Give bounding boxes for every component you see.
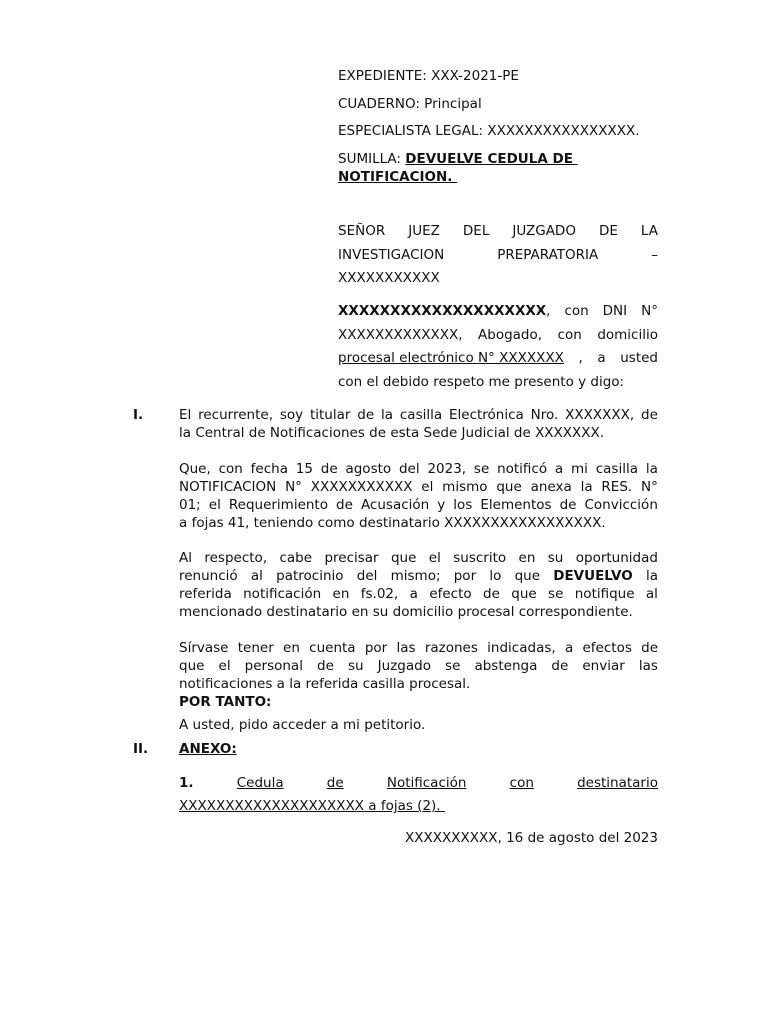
addressee-block: [338, 220, 658, 291]
text-line: la Central de Notificaciones de esta Sede Judicial de XXXXXXX.: [179, 425, 605, 441]
intro-line-4: con el debido respeto me presento y digo:: [338, 373, 625, 390]
sumilla-value-2: NOTIFICACION.: [338, 169, 453, 185]
text-line: a fojas 41, teniendo como destinatario XXXXXXXXXXXXXXXXX.: [179, 515, 606, 531]
cuaderno-line: CUADERNO: Principal: [338, 96, 482, 112]
petition-line: A usted, pido acceder a mi petitorio.: [179, 717, 426, 733]
text-line: Sírvase tener en cuenta por las razones indicadas, a efectos de: [179, 640, 658, 656]
sumilla-line-2: [338, 168, 457, 186]
section-1-paragraph-2: [179, 460, 658, 532]
addressee-line-2: INVESTIGACION PREPARATORIA –: [338, 246, 658, 263]
casilla-electronica: procesal electrónico N° XXXXXXX: [338, 350, 564, 366]
anexo-heading: ANEXO:: [179, 741, 237, 757]
devuelvo-emphasis: DEVUELVO: [553, 568, 633, 584]
text-line: 01; el Requerimiento de Acusación y los Elementos de Convicción: [179, 497, 658, 513]
section-1-paragraph-4: [179, 639, 658, 693]
section-1-paragraph-3: [179, 549, 658, 621]
intro-block: [338, 300, 658, 394]
addressee-line-3: XXXXXXXXXXX: [338, 270, 440, 286]
place-date-line: XXXXXXXXXX, 16 de agosto del 2023: [405, 830, 658, 846]
intro-line-2: XXXXXXXXXXXXX, Abogado, con domicilio: [338, 326, 658, 343]
sumilla-label: SUMILLA:: [338, 151, 406, 167]
text-line: notificaciones a la referida casilla procesal.: [179, 676, 471, 692]
intro-line-1: XXXXXXXXXXXXXXXXXXXX , con DNI N°: [338, 300, 658, 324]
section-1-numeral: I.: [133, 407, 144, 423]
text-line: El recurrente, soy titular de la casilla Electrónica Nro. XXXXXXX, de: [179, 407, 658, 423]
sumilla-line: [338, 150, 578, 168]
text-line: mencionado destinatario en su domicilio procesal correspondiente.: [179, 604, 633, 620]
text-line: referida notificación en fs.02, a efecto de que se notifique al: [179, 586, 658, 602]
text-line: que el personal de su Juzgado se abstenga de enviar las: [179, 658, 658, 674]
por-tanto-heading: POR TANTO:: [179, 694, 272, 710]
sumilla-value-1: DEVUELVE CEDULA DE: [405, 151, 573, 167]
intro-line-3: procesal electrónico N° XXXXXXX , a usted: [338, 347, 658, 371]
text-line: renunció al patrocinio del mismo; por lo que DEVUELVO la: [179, 568, 658, 584]
especialista-line: ESPECIALISTA LEGAL: XXXXXXXXXXXXXXXX.: [338, 123, 640, 139]
section-1-paragraph-1: [179, 406, 658, 442]
anexo-item: [179, 772, 658, 818]
addressee-line-1: SEÑOR JUEZ DEL JUZGADO DE LA: [338, 223, 658, 239]
section-2-numeral: II.: [133, 741, 149, 757]
anexo-item-line-1: 1. Cedula de Notificación con destinatario: [179, 772, 658, 795]
text-line: NOTIFICACION N° XXXXXXXXXXX el mismo que anexa la RES. N°: [179, 479, 658, 495]
lawyer-name: XXXXXXXXXXXXXXXXXXXX: [338, 303, 547, 319]
anexo-item-number: 1.: [179, 775, 194, 791]
anexo-item-line-2: XXXXXXXXXXXXXXXXXXXX a fojas (2).: [179, 798, 441, 814]
text-line: Que, con fecha 15 de agosto del 2023, se notificó a mi casilla la: [179, 461, 658, 477]
expediente-line: EXPEDIENTE: XXX-2021-PE: [338, 68, 519, 84]
text-line: Al respecto, cabe precisar que el suscrito en su oportunidad: [179, 550, 658, 566]
